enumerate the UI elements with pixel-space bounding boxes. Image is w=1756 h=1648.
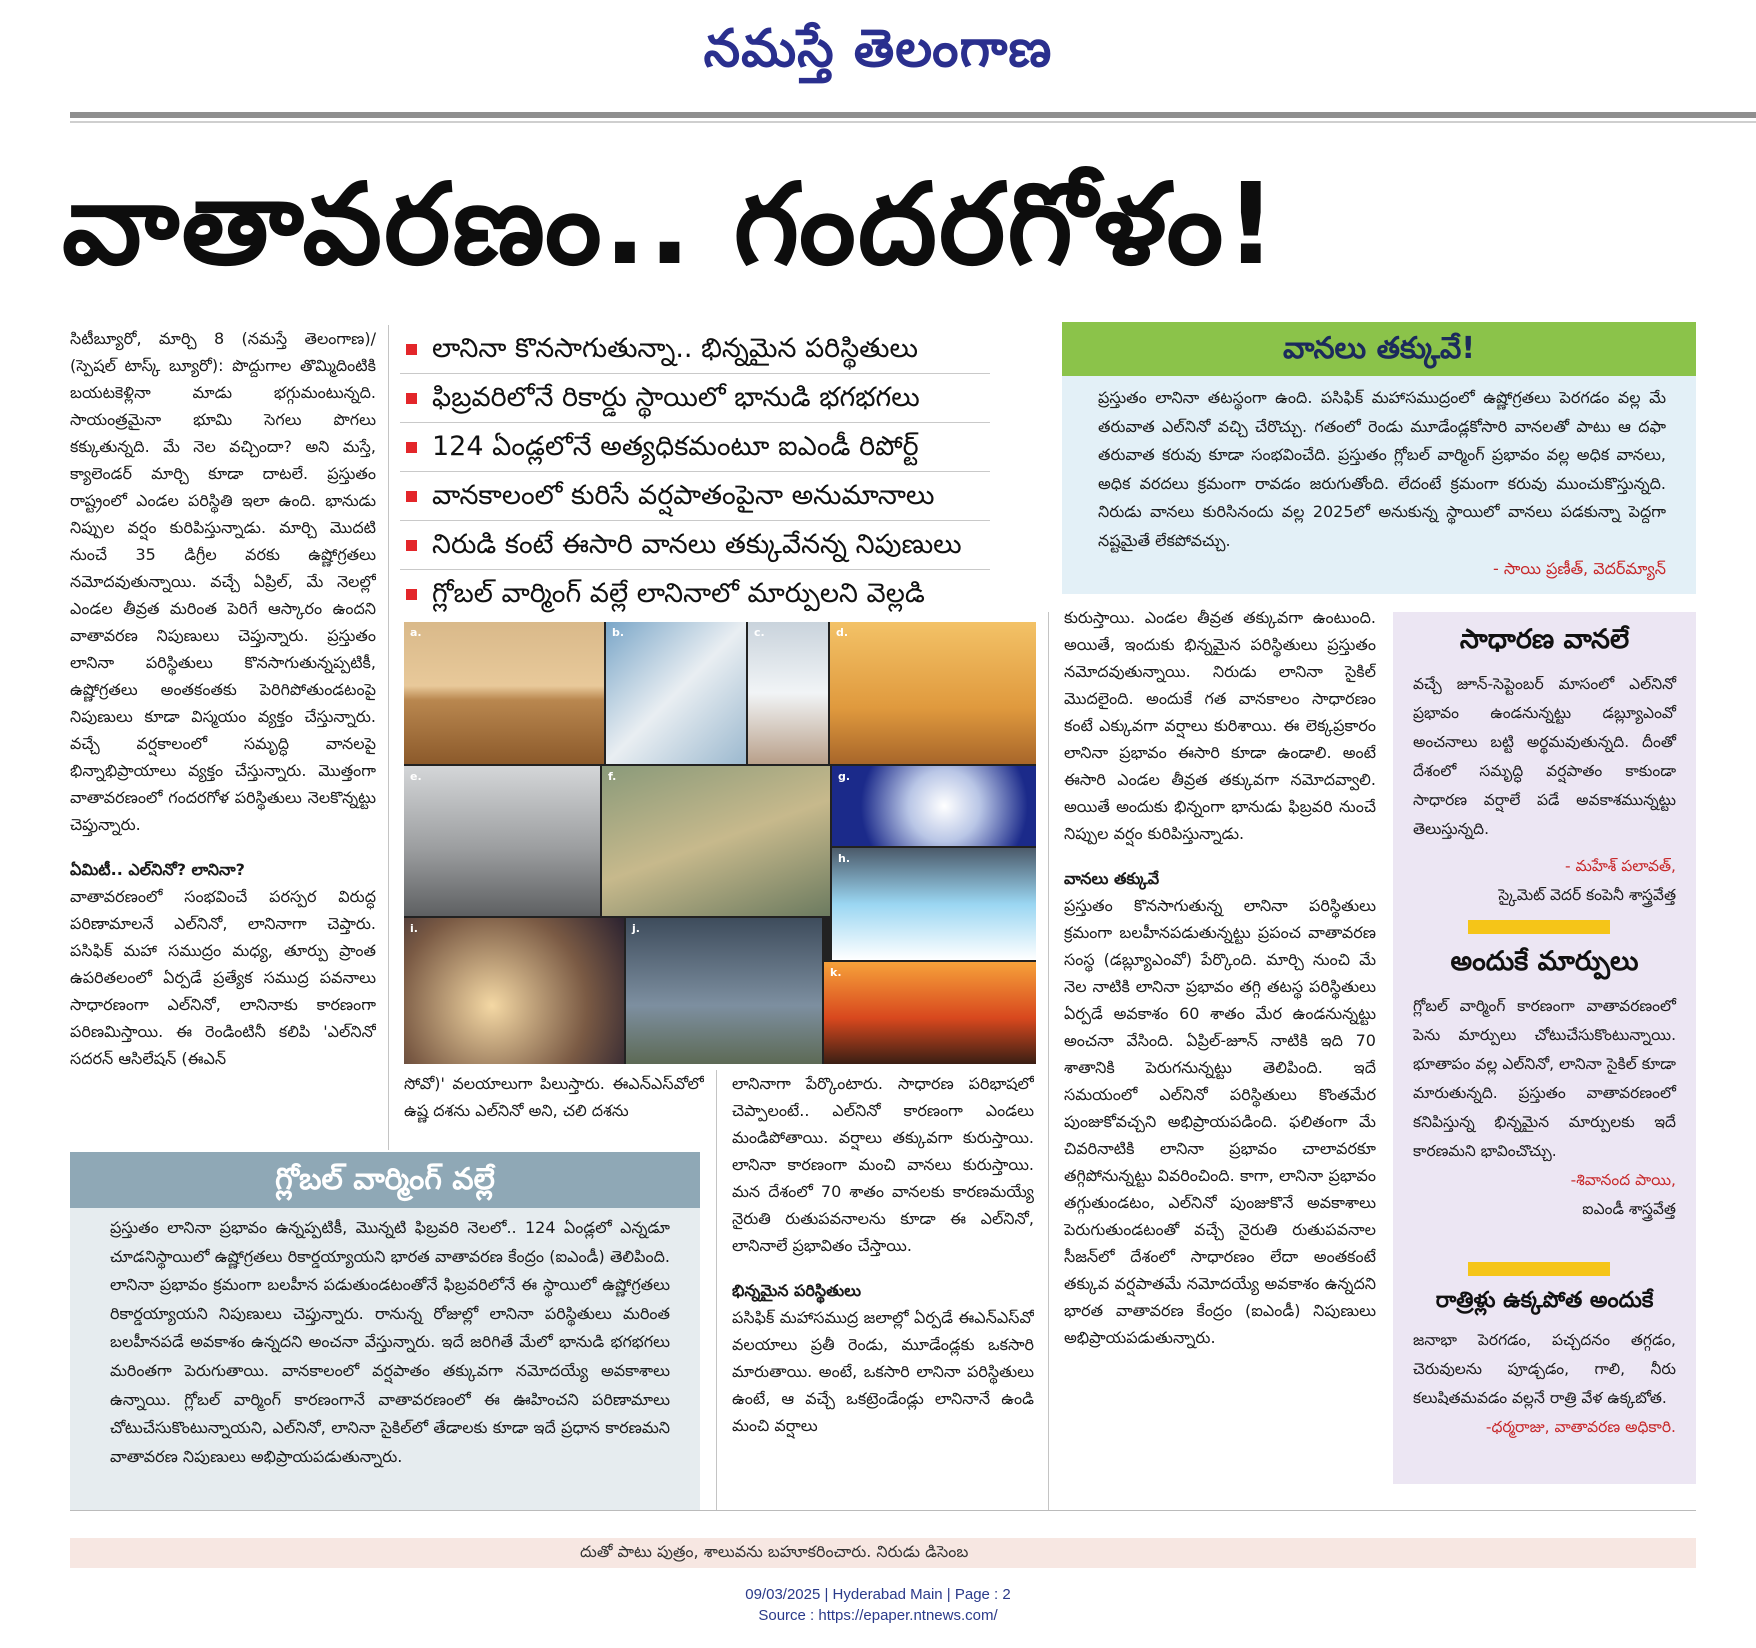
bullet-item: 124 ఏండ్లలోనే అత్యధికమంటూ ఐఎండీ రిపోర్ట్ (400, 423, 990, 472)
column-divider (388, 325, 389, 1150)
side-credit-3: -ధర్మరాజు, వాతావరణ అధికారి. (1485, 1418, 1676, 1436)
yellow-divider (1468, 920, 1610, 934)
box-global-warming (70, 1208, 700, 1510)
column-3 (732, 1070, 1034, 1510)
photo-sea-ice: h. (832, 848, 1036, 960)
next-article-strip (70, 1538, 1696, 1568)
masthead-logo: నమస్తే తెలంగాణ (703, 18, 1053, 79)
side-box (1393, 612, 1696, 1484)
photo-cyclone: g. (832, 766, 1036, 846)
column-3-body-2: పసిఫిక్ మహాసముద్ర జలాల్లో ఏర్పడే ఈఎన్‌ఎస్‌వో వలయాలు ప్రతీ రెండు, మూడేండ్లకు ఒకసారి మారుతాయి. అంటే, ఒకసారి లానినా పరిస్థితులు ఉంటే, ఆ వచ్చే ఒకట్రెండేండ్లు లానినానే ఉండి మంచి వర్షాలు (732, 1308, 1034, 1435)
column-2-tail: సోవో)' వలయాలుగా పిలుస్తారు. ఈఎన్‌ఎస్‌వోలో ఉష్ణ దశను ఎల్‌నినో అని, చలి దశను (404, 1074, 704, 1120)
box-global-warming-body: ప్రస్తుతం లానినా ప్రభావం ఉన్నప్పటికీ, మొన్నటి ఫిబ్రవరి నెలలో.. 124 ఏండ్లలో ఎన్నడూ చూడనిస్థాయిలో ఉష్ణోగ్రతలు రికార్డయ్యాయని భారత వాతావరణ కేంద్రం (ఐఎండీ) తెలిపింది. లానినా ప్రభావం క్రమంగా బలహీన పడుతుండటంతోనే ఫిబ్రవరిలోనే ఈ స్థాయిలో ఉష్ణోగ్రతలు రికార్డయ్యాయని నిపుణులు చెప్తున్నారు. రానున్న రోజుల్లో లానినా పరిస్థితులు మరింత బలహీనపడే అవకాశం ఉన్నదని అంచనా వేస్తున్నారు. ఇదే జరిగితే మేలో భానుడి భగభగలు మరింతగా పెరుగుతాయి. వానకాలంలో వర్షపాతం తక్కువగా నమోదయ్యే అవకాశాలు ఉన్నాయి. గ్లోబల్ వార్మింగ్ కారణంగానే వాతావరణంలో ఈ ఊహించని పరిణామాలు చోటుచేసుకొంటున్నాయని, ఎల్‌నినో, లానినా సైకిల్‌లో తేడాలకు కూడా ఇదే ప్రధాన కారణమని వాతావరణ నిపుణులు అభిప్రాయపడుతున్నారు. (110, 1218, 670, 1466)
side-credit-1: - మహేశ్ పలావత్, (1564, 857, 1676, 875)
column-1 (70, 325, 376, 1155)
side-role-1: స్కైమెట్ వెదర్ కంపెనీ శాస్త్రవేత్త (1498, 886, 1676, 904)
side-body-3: జనాభా పెరగడం, పచ్చదనం తగ్గడం, చెరువులను పూడ్చడం, గాలి, నీరు కలుషితమవడం వల్లనే రాత్రి వేళ ఉక్కబోత. (1413, 1331, 1676, 1407)
box-title-global-warming: గ్లోబల్ వార్మింగ్ వల్లే (70, 1152, 700, 1208)
side-title-1: సాధారణ వానలే (1459, 624, 1630, 655)
footer (0, 1584, 1756, 1626)
bullet-list (400, 325, 990, 618)
masthead (0, 0, 1756, 100)
column-4-body: కురుస్తాయి. ఎండల తీవ్రత తక్కువగా ఉంటుంది. అయితే, ఇందుకు భిన్నమైన పరిస్థితులు ప్రస్తుతం నమోదవుతున్నాయి. నిరుడు లానినా సైకిల్ మొదలైంది. అందుకే గత వానకాలం సాధారణం కంటే ఎక్కువగా వర్షాలు కురిశాయి. ఈ లెక్కప్రకారం లానినా ప్రభావం ఈసారి కూడా ఉండాలి. అంటే ఈసారి ఎండల తీవ్రత తక్కువగా నమోదవ్వాలి. అయితే అందుకు భిన్నంగా భానుడు ఫిబ్రవరి నుంచే నిప్పుల వర్షం కురిపిస్తున్నాడు. (1064, 608, 1376, 843)
masthead-rule (70, 112, 1756, 118)
column-4 (1064, 604, 1376, 1504)
masthead-rule-thin (70, 121, 1756, 123)
bullet-item: ఫిబ్రవరిలోనే రికార్డు స్థాయిలో భానుడి భగభగలు (400, 374, 990, 423)
bullet-square-icon (406, 491, 417, 502)
bullet-square-icon (406, 540, 417, 551)
headline: వాతావరణం.. గందరగోళం! (62, 160, 1279, 290)
photo-collage (404, 622, 1036, 1064)
bullet-square-icon (406, 393, 417, 404)
side-role-2: ఐఎండీ శాస్త్రవేత్త (1582, 1200, 1676, 1218)
photo-heat-city: d. (830, 622, 1036, 764)
side-body-2: గ్లోబల్ వార్మింగ్ కారణంగా వాతావరణంలో పెను మార్పులు చోటుచేసుకొంటున్నాయి. భూతాపం వల్ల ఎల్‌నినో, లానినా సైకిల్ కూడా మారుతున్నది. ప్రస్తుతం వాతావరణంలో కనిపిస్తున్న భిన్నమైన మార్పులకు ఇదే కారణమని భావించొచ్చు. (1413, 997, 1676, 1160)
column-4-body-2: ప్రస్తుతం కొనసాగుతున్న లానినా పరిస్థితులు క్రమంగా బలహీనపడుతున్నట్టు ప్రపంచ వాతావరణ సంస్థ (డబ్ల్యూఎంవో) పేర్కొంది. మార్చి నుంచి మే నెల నాటికి లానినా ప్రభావం తగ్గి తటస్థ పరిస్థితులు ఏర్పడే అవకాశం 60 శాతం మేర ఉండనున్నట్టు అంచనా వేసింది. ఏప్రిల్-జూన్ నాటికి ఇది 70 శాతానికి పెరుగనున్నట్టు తెలిపింది. ఇదే సమయంలో ఎల్‌నినో పరిస్థితులు కొంతమేర పుంజుకోవచ్చని అభిప్రాయపడింది. ఫలితంగా మే చివరినాటికి లానినా ప్రభావం చాలావరకూ తగ్గిపోనున్నట్టు వివరించింది. కాగా, లానినా ప్రభావం తగ్గుతుండటం, ఎల్‌నినో పుంజుకొనే అవకాశాలు పెరుగుతుండటంతో వచ్చే నైరుతి రుతుపవనాల సీజన్‌లో దేశంలో సాధారణం లేదా అంతకంటే తక్కువ వర్షపాతమే నమోదయ్యే అవకాశం ఉన్నదని భారత వాతావరణ కేంద్రం (ఐఎండీ) నిపుణులు అభిప్రాయపడుతున్నారు. (1064, 896, 1376, 1347)
photo-earthquake: e. (404, 766, 600, 916)
column-divider (716, 1070, 717, 1510)
column-1-body: సిటీబ్యూరో, మార్చి 8 (నమస్తే తెలంగాణ)/ (స్పెషల్ టాస్క్ బ్యూరో): పొద్దుగాల తొమ్మిదింటికి బయటకెళ్లినా మాడు భగ్గుమంటున్నది. సాయంత్రమైనా భూమి సెగలు పొగలు కక్కుతున్నది. మే నెల వచ్చిందా? అని మస్తే, క్యాలెండర్ మార్చి కూడా దాటలే. ప్రస్తుతం రాష్ట్రంలో ఎండల పరిస్థితి ఇలా ఉంది. భానుడు నిప్పుల వర్షం కురిపిస్తున్నాడు. మార్చి మొదటి నుంచే 35 డిగ్రీల వరకు ఉష్ణోగ్రతలు నమోదవుతున్నాయి. వచ్చే ఏప్రిల్, మే నెలల్లో ఎండల తీవ్రత మరింత పెరిగే ఆస్కారం ఉందని వాతావరణ నిపుణులు చెప్తున్నారు. ప్రస్తుతం లానినా పరిస్థితులు కొనసాగుతున్నప్పటికీ, ఉష్ణోగ్రతలు అంతకంతకు పెరిగిపోతుండటంపై నిపుణులు కూడా విస్మయం వ్యక్తం చేస్తున్నారు. వచ్చే వర్షకాలంలో సమృద్ధి వానలపై భిన్నాభిప్రాయాలు వ్యక్తం చేస్తున్నారు. మొత్తంగా వాతావరణంలో గందరగోళ పరిస్థితులు నెలకొన్నట్టు చెప్తున్నారు. (70, 329, 376, 834)
footer-edition: 09/03/2025 | Hyderabad Main | Page : 2 (745, 1586, 1011, 1603)
side-title-2: అందుకే మార్పులు (1450, 946, 1639, 977)
column-1-body-2: వాతావరణంలో సంభవించే పరస్పర విరుద్ధ పరిణామాలనే ఎల్‌నినో, లానినాగా చెప్తారు. పసిఫిక్ మహా సముద్రం మధ్య, తూర్పు ప్రాంత ఉపరితలంలో ఏర్పడే ప్రత్యేక సముద్ర పవనాలు సాధారణంగా ఎల్‌నినో, లానినాకు కారణంగా పరిణమిస్తాయి. ఈ రెండింటినీ కలిపి 'ఎల్‌నినో సదరన్ ఆసిలేషన్ (ఈఎన్ (70, 887, 376, 1068)
column-4-subhead: వానలు తక్కువే (1064, 869, 1160, 888)
bullet-square-icon (406, 589, 417, 600)
side-body-1: వచ్చే జూన్-సెప్టెంబర్ మాసంలో ఎల్‌నినో ప్రభావం ఉండనున్నట్టు డబ్ల్యూఎంవో అంచనాలు బట్టి అర్థమవుతున్నది. దీంతో దేశంలో సమృద్ధి వర్షపాతం కాకుండా సాధారణ వర్షాలే పడే అవకాశమున్నట్టు తెలుస్తున్నది. (1413, 675, 1676, 838)
side-credit-2: -శివానంద పాయి, (1570, 1171, 1676, 1189)
photo-tornado: j. (626, 918, 822, 1064)
column-3-body: లానినాగా పేర్కొంటారు. సాధారణ పరిభాషలో చెప్పాలంటే.. ఎల్‌నినో కారణంగా ఎండలు మండిపోతాయి. వర్షాలు తక్కువగా కురుస్తాయి. లానినా కారణంగా మంచి వానలు కురుస్తాయి. మన దేశంలో 70 శాతం వానలకు కారణమయ్యే నైరుతి రుతుపవనాలను కూడా ఈ ఎల్‌నినో, లానినాలే ప్రభావితం చేస్తాయి. (732, 1074, 1034, 1255)
photo-drought: a. (404, 622, 604, 764)
next-article-snippet: దుతో పాటు పుత్రం, శాలువను బహూకరించారు. నిరుడు డిసెంబ (580, 1542, 969, 1561)
yellow-divider (1468, 1262, 1610, 1276)
bullet-item: గ్లోబల్ వార్మింగ్ వల్లే లానినాలో మార్పులని వెల్లడి (400, 570, 990, 618)
photo-wildfire: k. (824, 962, 1036, 1064)
photo-flooded-fields: f. (602, 766, 830, 916)
footer-source: Source : https://epaper.ntnews.com/ (758, 1607, 998, 1624)
box-rains-less-body: ప్రస్తుతం లానినా తటస్థంగా ఉంది. పసిఫిక్ మహాసముద్రంలో ఉష్ణోగ్రతలు పెరగడం వల్ల మే తరువాత ఎల్‌నినో వచ్చి చేరొచ్చు. గతంలో రెండు మూడేండ్లకోసారి వానలతో పాటు ఆ దఫా తరువాత కరువు కూడా సంభవించేది. ప్రస్తుతం గ్లోబల్ వార్మింగ్ ప్రభావం వల్ల అధిక వానలు, అధిక వరదలు క్రమంగా రావడం జరుగుతోంది. లేదంటే క్రమంగా కరువు ముంచుకొస్తున్నది. నిరుడు వానలు కురిసినందు వల్ల 2025లో అనుకున్న స్థాయిలో వానలు పడకున్నా పెద్దగా నష్టమైతే లేకపోవచ్చు. (1098, 388, 1666, 550)
photo-flood-satellite: b. (606, 622, 746, 764)
column-3-subhead: భిన్నమైన పరిస్థితులు (732, 1281, 862, 1300)
bullet-square-icon (406, 442, 417, 453)
bottom-rule (70, 1510, 1696, 1511)
column-divider (1048, 612, 1049, 1510)
photo-hailstones: c. (748, 622, 828, 764)
bullet-item: వానకాలంలో కురిసే వర్షపాతంపైనా అనుమానాలు (400, 472, 990, 521)
box-rains-less (1062, 376, 1696, 594)
box-title-rains-less: వానలు తక్కువే! (1062, 322, 1696, 376)
bullet-square-icon (406, 344, 417, 355)
photo-lightning: i. (404, 918, 624, 1064)
bullet-item: నిరుడి కంటే ఈసారి వానలు తక్కువేనన్న నిపుణులు (400, 521, 990, 570)
bullet-item: లానినా కొనసాగుతున్నా.. భిన్నమైన పరిస్థితులు (400, 325, 990, 374)
column-1-subhead: ఏమిటీ.. ఎల్‌నినో? లానినా? (70, 860, 245, 879)
side-title-3: రాత్రిళ్లు ఉక్కపోత అందుకే (1435, 1288, 1654, 1313)
box-rains-less-credit: - సాయి ప్రణీత్, వెదర్‌మ్యాన్ (1492, 559, 1666, 578)
